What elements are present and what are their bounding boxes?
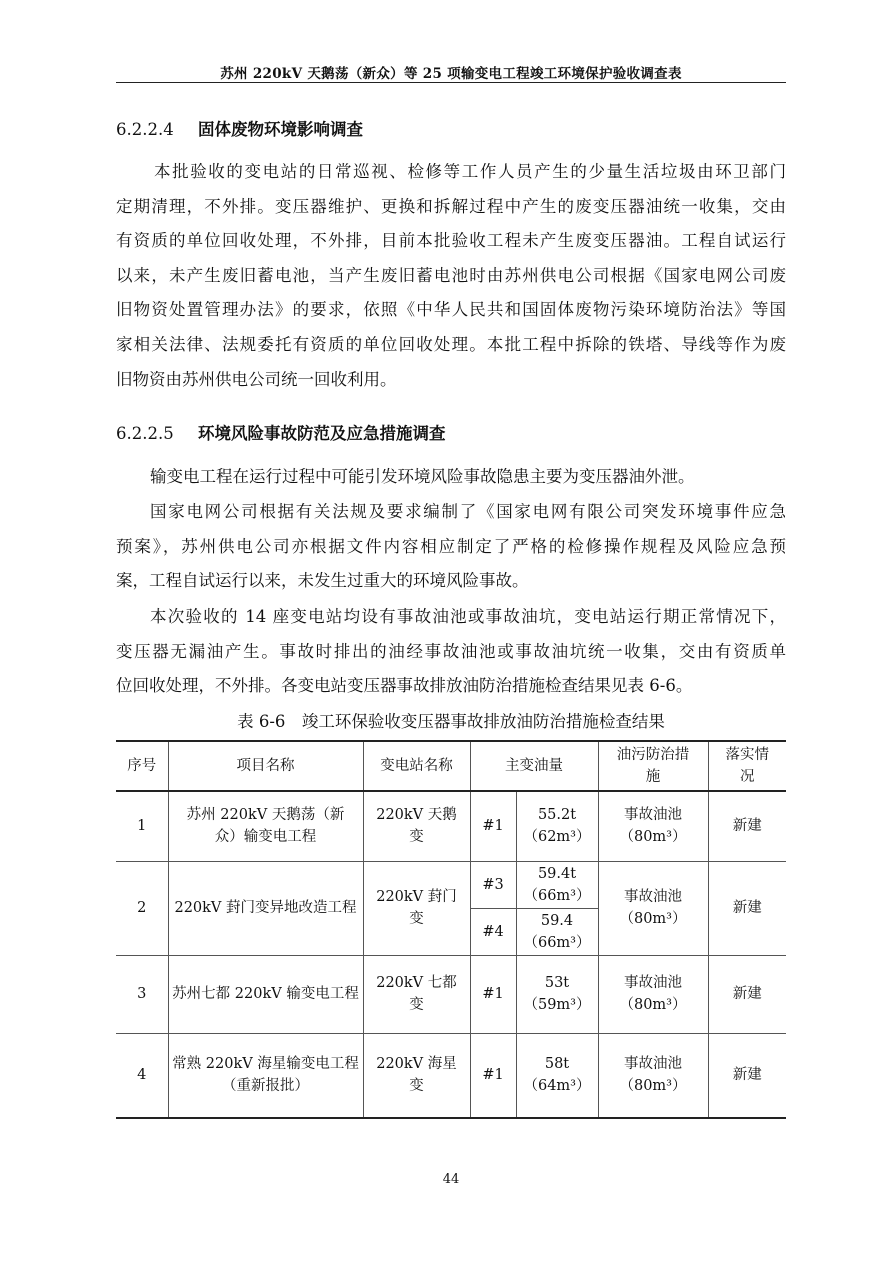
paragraph-risk-1 <box>116 460 786 495</box>
cell-station: 220kV 七都 变 <box>363 955 470 1033</box>
header-oil-volume: 主变油量 <box>470 741 598 791</box>
paragraph-line: 案，工程自试运行以来，未发生过重大的环境风险事故。 <box>116 571 529 591</box>
cell-station: 220kV 海星 变 <box>363 1033 470 1118</box>
table-row <box>116 1033 786 1118</box>
paragraph-line: 国家电网公司根据有关法规及要求编制了《国家电网有限公司突发环境事件应急 <box>150 502 786 521</box>
table-row <box>116 791 786 861</box>
section-title: 环境风险事故防范及应急措施调查 <box>198 424 446 443</box>
paragraph-line: 旧物资由苏州供电公司统一回收利用。 <box>116 369 397 389</box>
paragraph-line: 以来，未产生废旧蓄电池，当产生废旧蓄电池时由苏州供电公司根据《国家电网公司废 <box>116 265 786 285</box>
cell-station: 220kV 天鹅 变 <box>363 791 470 861</box>
cell-status: 新建 <box>708 1033 786 1118</box>
paragraph-line: 本批验收的变电站的日常巡视、检修等工作人员产生的少量生活垃圾由环卫部门 <box>154 162 786 181</box>
header-rule <box>116 82 786 83</box>
oil-prevention-table <box>116 740 786 1119</box>
paragraph-line: 本次验收的 14 座变电站均设有事故油池或事故油坑，变电站运行期正常情况下， <box>150 607 786 626</box>
table-row <box>116 955 786 1033</box>
paragraph-line: 变压器无漏油产生。事故时排出的油经事故油池或事故油坑统一收集，交由有资质单 <box>116 641 786 661</box>
document-header-title: 苏州 220kV 天鹅荡（新众）等 25 项输变电工程竣工环境保护验收调查表 <box>220 66 682 82</box>
header-seq: 序号 <box>116 741 168 791</box>
cell-project: 苏州 220kV 天鹅荡（新 众）输变电工程 <box>168 791 363 861</box>
section-number: 6.2.2.5 <box>116 424 174 443</box>
paragraph-line: 家相关法律、法规委托有资质的单位回收处理。本批工程中拆除的铁塔、导线等作为废 <box>116 334 786 354</box>
cell-station: 220kV 葑门 变 <box>363 861 470 955</box>
cell-unit-id: #1 <box>470 791 516 861</box>
header-measure: 油污防治措 施 <box>598 741 708 791</box>
paragraph-line: 旧物资处置管理办法》的要求，依照《中华人民共和国固体废物污染环境防治法》等国 <box>116 300 786 320</box>
cell-seq: 2 <box>116 861 168 955</box>
cell-status: 新建 <box>708 955 786 1033</box>
paragraph-line: 预案》，苏州供电公司亦根据文件内容相应制定了严格的检修操作规程及风险应急预 <box>116 536 786 556</box>
cell-measure: 事故油池 （80m³） <box>598 791 708 861</box>
cell-status: 新建 <box>708 861 786 955</box>
cell-oil-amount: 59.4t （66m³） <box>516 861 598 908</box>
section-title: 固体废物环境影响调查 <box>198 120 363 139</box>
cell-unit-id: #3 <box>470 861 516 908</box>
cell-oil-amount: 59.4 （66m³） <box>516 908 598 955</box>
table-row <box>116 861 786 908</box>
cell-status: 新建 <box>708 791 786 861</box>
table-caption: 表 6-6 竣工环保验收变压器事故排放油防治措施检查结果 <box>237 712 665 731</box>
cell-seq: 3 <box>116 955 168 1033</box>
paragraph-line: 位回收处理，不外排。各变电站变压器事故排放油防治措施检查结果见表 6-6。 <box>116 676 693 696</box>
paragraph-line: 输变电工程在运行过程中可能引发环境风险事故隐患主要为变压器油外泄。 <box>150 467 695 486</box>
section-number: 6.2.2.4 <box>116 120 174 139</box>
section-heading-risk <box>116 420 446 444</box>
cell-oil-amount: 58t （64m³） <box>516 1033 598 1118</box>
cell-project: 苏州七都 220kV 输变电工程 <box>168 955 363 1033</box>
cell-oil-amount: 55.2t （62m³） <box>516 791 598 861</box>
cell-unit-id: #1 <box>470 1033 516 1118</box>
cell-seq: 1 <box>116 791 168 861</box>
cell-oil-amount: 53t （59m³） <box>516 955 598 1033</box>
paragraph-line: 定期清理，不外排。变压器维护、更换和拆解过程中产生的废变压器油统一收集，交由 <box>116 196 786 216</box>
header-project: 项目名称 <box>168 741 363 791</box>
paragraph-risk-3 <box>116 600 786 704</box>
paragraph-solid-waste <box>116 155 786 397</box>
paragraph-risk-2 <box>116 495 786 599</box>
section-heading-solid-waste <box>116 116 363 140</box>
cell-unit-id: #1 <box>470 955 516 1033</box>
cell-measure: 事故油池 （80m³） <box>598 1033 708 1118</box>
page-number: 44 <box>442 1172 460 1187</box>
table-header-row <box>116 741 786 791</box>
header-station: 变电站名称 <box>363 741 470 791</box>
cell-project: 220kV 葑门变异地改造工程 <box>168 861 363 955</box>
paragraph-line: 有资质的单位回收处理，不外排，目前本批验收工程未产生废变压器油。工程自试运行 <box>116 231 786 251</box>
cell-measure: 事故油池 （80m³） <box>598 955 708 1033</box>
header-status: 落实情 况 <box>708 741 786 791</box>
cell-unit-id: #4 <box>470 908 516 955</box>
cell-project: 常熟 220kV 海星输变电工程 （重新报批） <box>168 1033 363 1118</box>
cell-measure: 事故油池 （80m³） <box>598 861 708 955</box>
cell-seq: 4 <box>116 1033 168 1118</box>
